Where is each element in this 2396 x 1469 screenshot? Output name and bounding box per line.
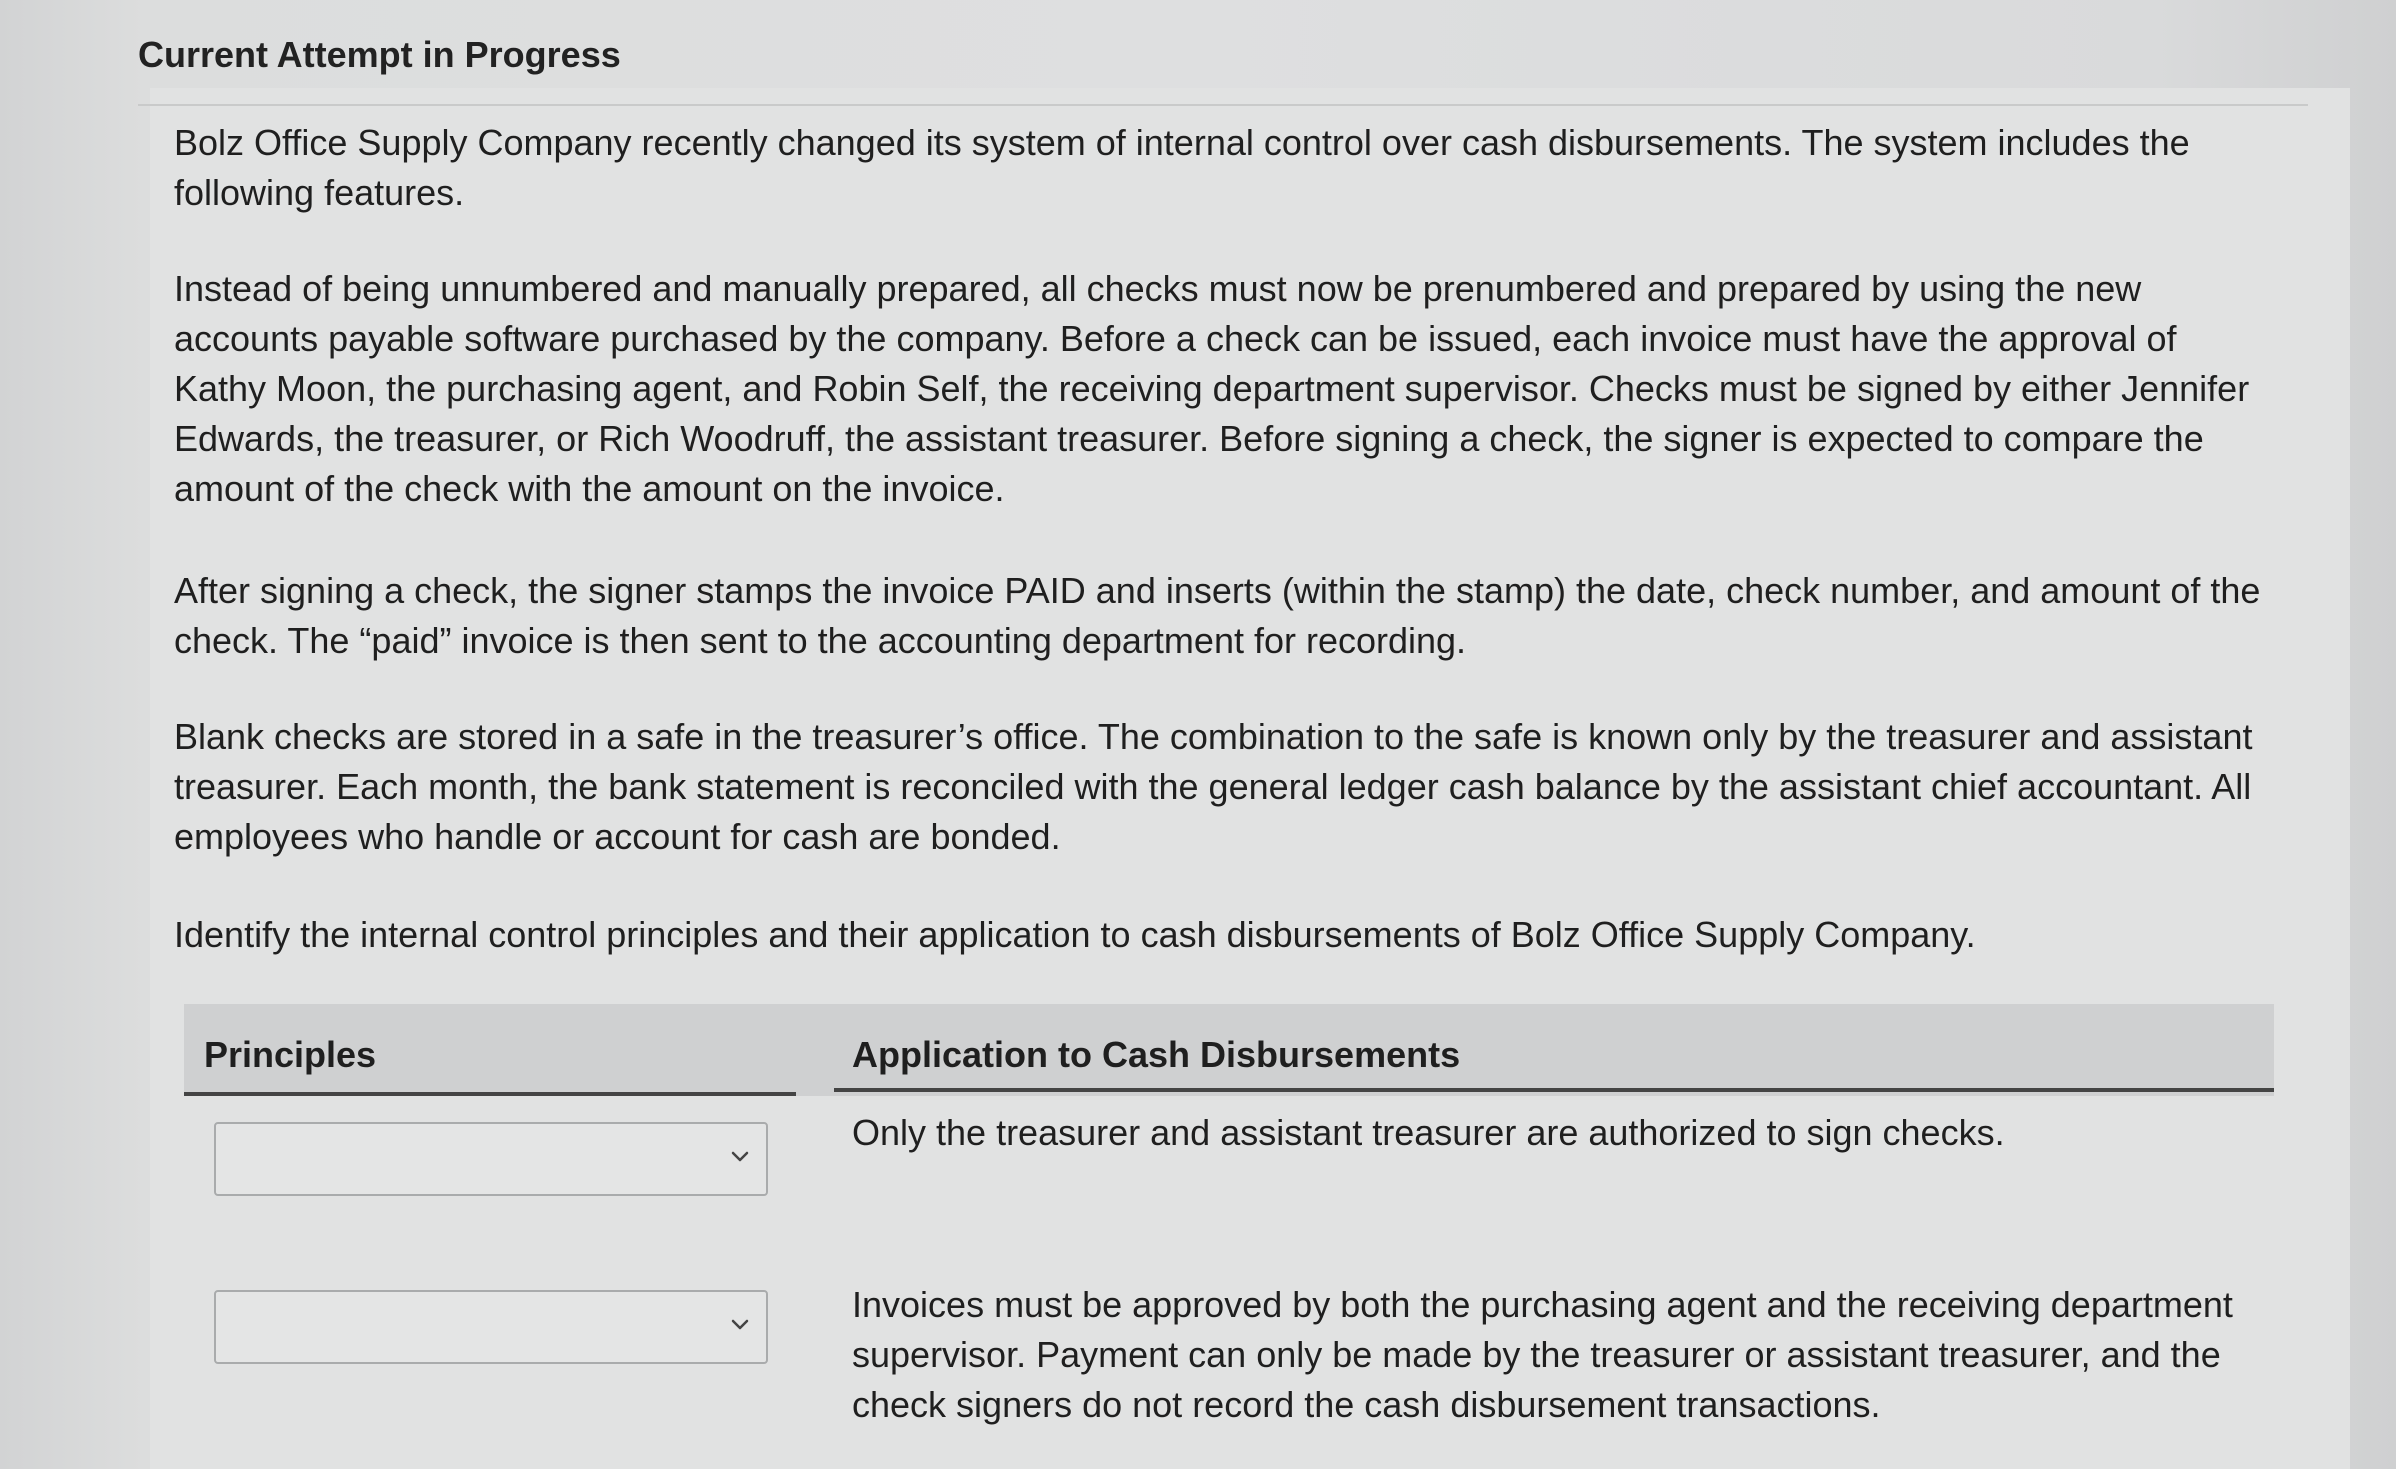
- column-header-principles: Principles: [204, 1034, 377, 1075]
- application-header-underline: [834, 1088, 2274, 1092]
- application-text-1: Only the treasurer and assistant treasurer are authorized to sign checks.: [852, 1112, 2005, 1153]
- problem-paragraph-stamp: After signing a check, the signer stamps the invoice PAID and inserts (within the stamp) the date, check number, and amount of the check. The “paid” invoice is then sent to the accounting department for recording.: [174, 570, 2261, 661]
- principle-dropdown-1[interactable]: [214, 1122, 768, 1196]
- problem-paragraph-safe: Blank checks are stored in a safe in the treasurer’s office. The combination to the safe is known only by the treasurer and assistant treasurer. Each month, the bank statement is reconciled with the general ledger cash balance by the assistant chief accountant. All employees who handle or account for cash are bonded.: [174, 716, 2253, 857]
- problem-paragraph-checks: Instead of being unnumbered and manually prepared, all checks must now be prenumbered and prepared by using the new accounts payable software purchased by the company. Before a check can be issued, each invoice must have the approval of Kathy Moon, the purchasing agent, and Robin Self, the receiving department supervisor. Checks must be signed by either Jennifer Edwards, the treasurer, or Rich Woodruff, the assistant treasurer. Before signing a check, the signer is expected to compare the amount of the check with the amount on the invoice.: [174, 268, 2250, 509]
- application-text-2: Invoices must be approved by both the purchasing agent and the receiving department supervisor. Payment can only be made by the treasurer or assistant treasurer, and the check signers do not record the cash disbursement transactions.: [852, 1284, 2233, 1425]
- header-divider: [138, 104, 2308, 106]
- principles-header-underline: [184, 1092, 796, 1096]
- problem-instruction: Identify the internal control principles and their application to cash disbursements of Bolz Office Supply Company.: [174, 914, 1976, 955]
- chevron-down-icon: [728, 1144, 752, 1168]
- principle-dropdown-2[interactable]: [214, 1290, 768, 1364]
- problem-intro: Bolz Office Supply Company recently changed its system of internal control over cash disbursements. The system includes the following features.: [174, 122, 2190, 213]
- table-header: [184, 1004, 2274, 1096]
- page-title: Current Attempt in Progress: [138, 34, 621, 75]
- chevron-down-icon: [728, 1312, 752, 1336]
- column-header-application: Application to Cash Disbursements: [852, 1034, 1461, 1075]
